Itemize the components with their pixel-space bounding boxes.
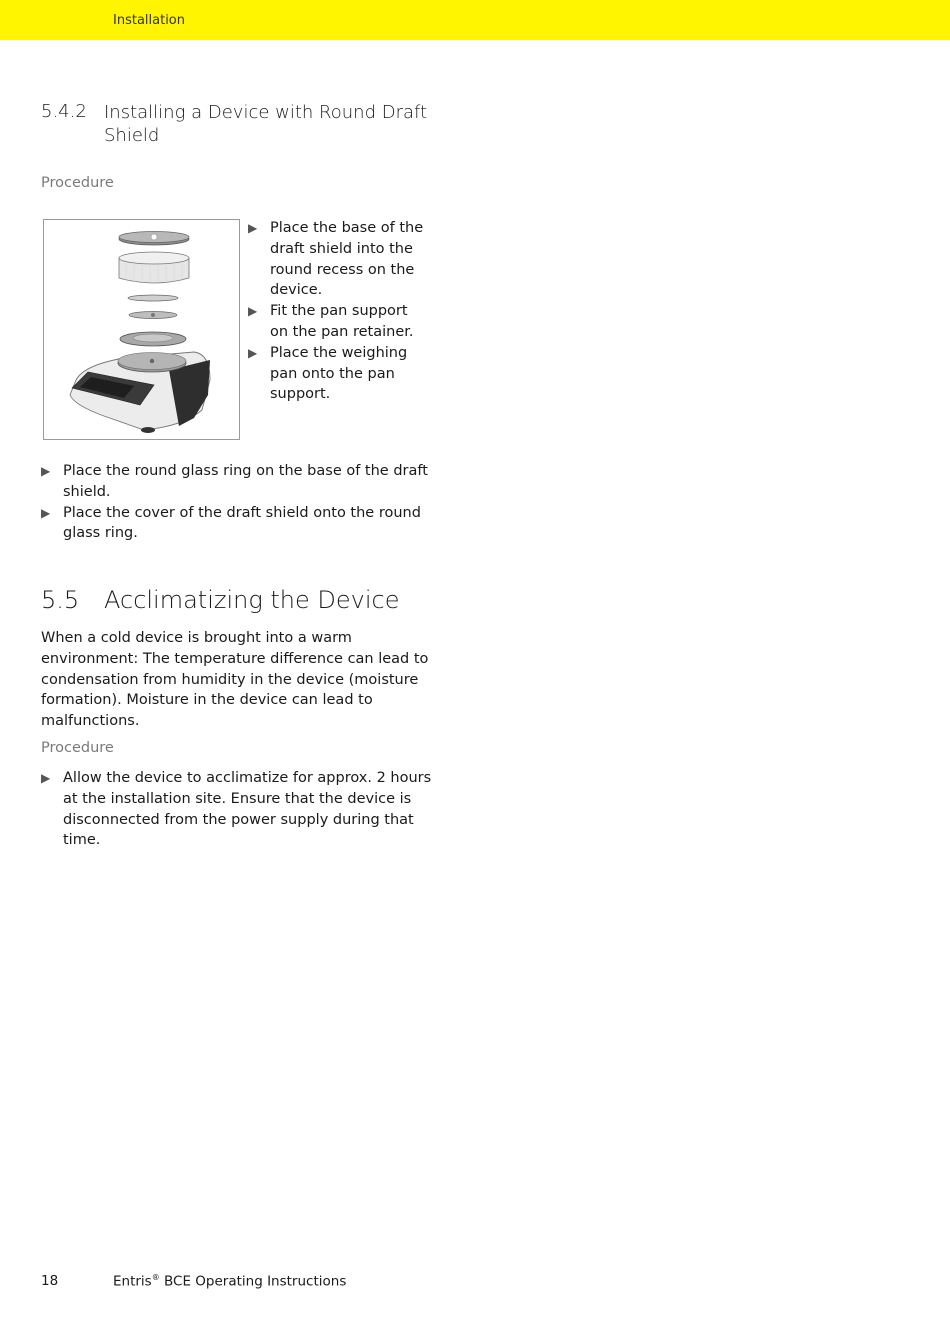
subsection-title: Installing a Device with Round Draft Shield [104, 102, 428, 146]
step-text: Place the round glass ring on the base of the draft shield. [63, 463, 428, 500]
registered-mark: ® [151, 1273, 160, 1282]
step-text: Place the base of the draft shield into the round recess on the device. [270, 220, 424, 299]
step-item [248, 343, 428, 405]
arrow-bullet-icon: ▶ [248, 304, 258, 319]
subsection-number: 5.4.2 [41, 101, 87, 122]
acclimatize-steps [41, 768, 441, 851]
step-text: Place the weighing pan onto the pan support. [270, 344, 408, 403]
balance-assembly-figure [43, 219, 240, 440]
arrow-bullet-icon: ▶ [41, 464, 51, 478]
procedure-label: Procedure [41, 175, 114, 191]
procedure-label: Procedure [41, 740, 114, 756]
arrow-bullet-icon: ▶ [248, 221, 258, 235]
arrow-bullet-icon: ▶ [41, 771, 51, 785]
step-text: Fit the pan support on the pan retainer. [270, 303, 414, 340]
steps-beside-figure [248, 218, 428, 405]
steps-below-figure [41, 461, 431, 544]
section-body-text: When a cold device is brought into a warm environment: The temperature difference can lead to condensation from humidity in the device (moisture formation). Moisture in the device can lead to malfunctions. [41, 630, 429, 730]
exploded-balance-icon [44, 220, 239, 439]
step-item [248, 218, 428, 301]
section-title: Acclimatizing the Device [104, 586, 400, 614]
step-text: Place the cover of the draft shield onto the round glass ring. [63, 504, 421, 542]
section-number: 5.5 [41, 586, 80, 614]
arrow-bullet-icon: ▶ [41, 505, 51, 520]
step-item [41, 503, 431, 545]
step-item [41, 768, 441, 851]
step-item [41, 461, 431, 503]
page-number: 18 [41, 1273, 59, 1289]
header-section-label: Installation [113, 13, 186, 28]
step-item [248, 301, 428, 343]
step-text: Allow the device to acclimatize for approx. 2 hours at the installation site. Ensure that the device is disconnected from the power supply during that time. [63, 770, 432, 849]
document-title: Entris® BCE Operating Instructions [113, 1273, 347, 1290]
arrow-bullet-icon: ▶ [248, 345, 258, 360]
